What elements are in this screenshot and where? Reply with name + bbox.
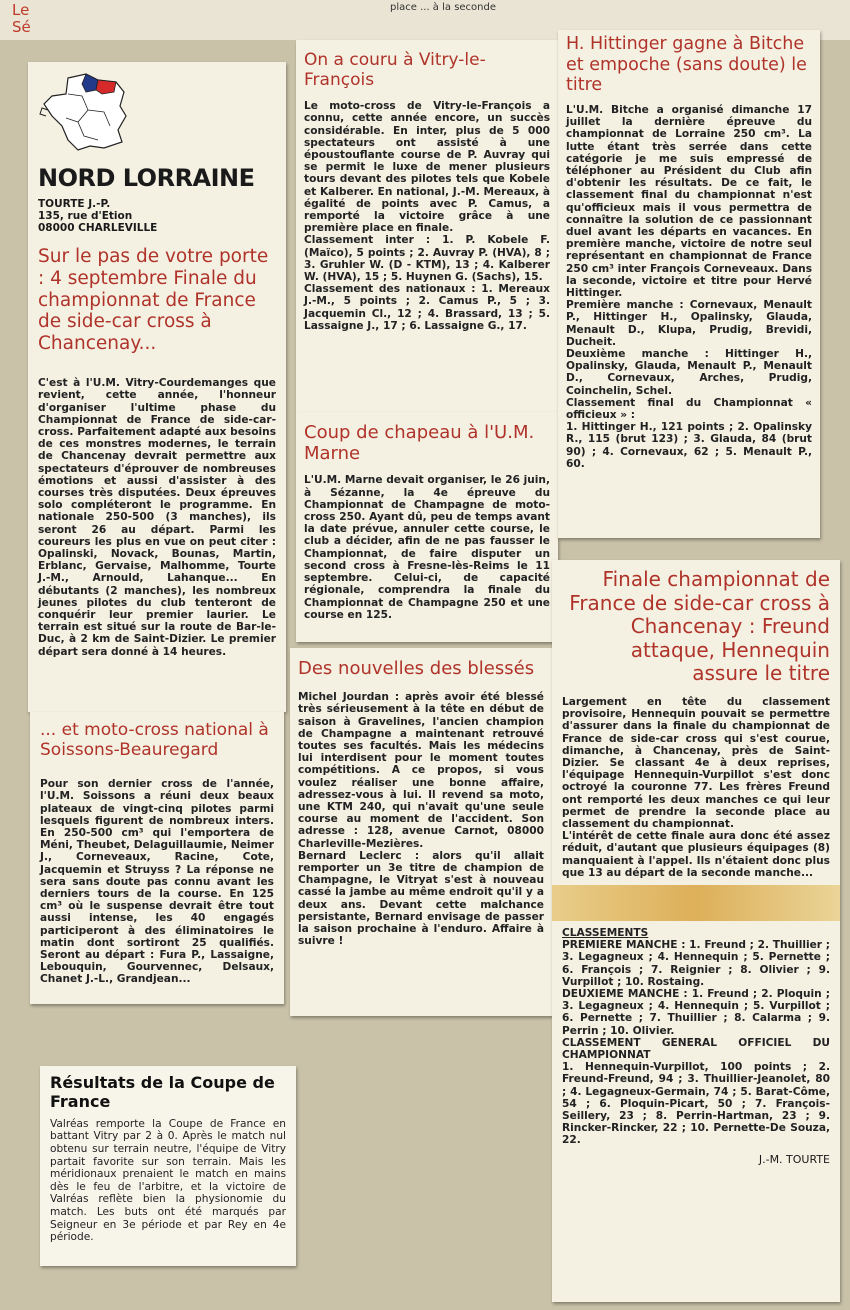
article-headline: Coup de chapeau à l'U.M. Marne bbox=[304, 422, 535, 465]
author-city: 08000 CHARLEVILLE bbox=[38, 222, 158, 234]
author-name: TOURTE J.-P. bbox=[38, 198, 111, 210]
article-headline: Des nouvelles des blessés bbox=[298, 658, 535, 679]
article-body-2: Bernard Leclerc : alors qu'il allait remporter un 3e titre de champion de Champagne, le Vitryat s'est à nouveau cassé la jambe au même endroit qu'il y a deux ans. Devant cette malchance persistante, Bernard envisage de passer la saison prochaine à l'enduro. Affaire à suivre ! bbox=[298, 849, 544, 948]
article-body: Largement en tête du classement provisoire, Hennequin pouvait se permettre d'assurer dans la finale du championnat de France de side-car cross qui s'est courue, dimanche, à Chancenay, près de Saint-Dizier. Se classant 4e à deux reprises, l'équipage Hennequin-Vurpillot s'est donc octroyé la couronne 77. Les frères Freund ont remporté les deux manches ce qui leur permet de prendre la seconde place au classement du championnat. bbox=[562, 695, 830, 830]
article-body: C'est à l'U.M. Vitry-Courdemanges que revient, cette année, l'honneur d'organiser l'ultime phase du Championnat de France de side-car-cross. Parfaitement adapté aux besoins de ces monstres modernes, le terrain de Chancenay devrait permettre aux spectateurs d'éprouver de nombreuses émotions et aussi d'assister à des courses très disputées. Deux épreuves solo compléteront le programme. En nationale 250-500 (3 manches), ils seront 26 au départ. Parmi les coureurs les plus en vue on peut citer : Opalinski, Novack, Bounas, Martin, Erblanc, Gervaise, Malhomme, Tourte J.-M., Arnould, Lahanque... En débutants (2 manches), les nombreux jeunes pilotes du club tenteront de conquérir leur premier laurier. Le terrain est situé sur la route de Bar-le-Duc, à 2 km de Saint-Dizier. Le premier départ sera donné à 14 heures. bbox=[38, 377, 276, 658]
author-street: 135, rue d'Etion bbox=[38, 210, 133, 222]
article-results-2: Deuxième manche : Hittinger H., Opalinsky, Glauda, Menault P., Menault D., Cornevaux, Arches, Prudig, Coinchelin, Schel. bbox=[566, 347, 812, 397]
article-body-2: L'intérêt de cette finale aura donc été assez réduit, d'autant que plusieurs équipages (8) manquaient à l'appel. Ils n'étaient donc plus que 13 au départ de la seconde manche... bbox=[562, 830, 830, 879]
classement-premiere-manche: PREMIERE MANCHE : 1. Freund ; 2. Thuillier ; 3. Legagneux ; 4. Hennequin ; 5. Pernette ; 6. François ; 7. Reignier ; 8. Olivier ; 9. Vurpillot ; 10. Rostaing. bbox=[562, 939, 830, 988]
classement-general: 1. Hennequin-Vurpillot, 100 points ; 2. Freund-Freund, 94 ; 3. Thuillier-Jeanolet, 80 ; 4. Legagneux-Germain, 74 ; 5. Barat-Côme, 54 ; 6. Ploquin-Picart, 50 ; 7. François-Seillery, 23 ; 8. Perrin-Hartman, 23 ; 9. Rincker-Rincker, 22 ; 10. Pernette-De Souza, 22. bbox=[562, 1061, 830, 1147]
article-results-1: Première manche : Cornevaux, Menault P., Hittinger H., Opalinsky, Glauda, Menault D., Klupa, Prudig, Brevidi, Ducheit. bbox=[566, 299, 812, 348]
article-body: Valréas remporte la Coupe de France en battant Vitry par 2 à 0. Après le match nul obtenu sur terrain neutre, l'équipe de Vitry partait favorite sur son terrain. Mais les méridionaux prenaient le match en mains dès le feu de l'arbitre, et la victoire de Valréas reflète bien la physionomie du match. Les buts ont été marqués par Seigneur en 3e période et par Rey en 4e période. bbox=[50, 1117, 286, 1244]
article-results: Classement inter : 1. P. Kobele F. (Maïco), 5 points ; 2. Auvray P. (HVA), 8 ; 3. Gruhler W. (D - KTM), 13 ; 4. Kalberer W. (HVA), 15 ; 5. Huynen G. (Sachs), 15. bbox=[304, 234, 550, 283]
article-body: Pour son dernier cross de l'année, l'U.M. Soissons a réuni deux beaux plateaux de vingt-cinq pilotes parmi lesquels figurent de nombreux inters. En 250-500 cm³ qui l'emportera de Méni, Theubet, Delaguillaumie, Neimer J., Corneveaux, Racine, Cote, Jacquemin et Struyss ? La réponse ne sera sans doute pas connu avant les derniers tours de la course. En 125 cm³ où le suspense devrait être tout aussi intense, les 40 engagés participeront à des éliminatoires le matin dont sortiront 25 qualifiés. Seront au départ : Fura P., Lassaigne, Lebouquin, Gourvennec, Delsaux, Chanet J.-L., Grandjean... bbox=[40, 778, 274, 986]
article-results-national: Classement des nationaux : 1. Mereaux J.-M., 5 points ; 2. Camus P., 5 ; 3. Jacquemin Cl., 12 ; 4. Brassard, 13 ; 5. Lassaigne J., 17 ; 6. Lassaigne G., 17. bbox=[304, 283, 550, 332]
article-headline: H. Hittinger gagne à Bitche et empoche (sans doute) le titre bbox=[566, 34, 807, 96]
france-map-icon bbox=[38, 70, 138, 152]
author-address bbox=[38, 198, 276, 234]
clipping-vitry-le-francois bbox=[296, 40, 558, 412]
torn-text-fragment-center: place ... à la seconde bbox=[390, 2, 497, 13]
classement-deuxieme-manche: DEUXIEME MANCHE : 1. Freund ; 2. Ploquin ; 3. Legagneux ; 4. Hennequin ; 5. Vurpillot ; 6. Pernette ; 7. Thuillier ; 8. Calarma ; 9. Perrin ; 10. Olivier. bbox=[562, 988, 830, 1037]
article-body: L'U.M. Bitche a organisé dimanche 17 juillet la dernière épreuve du championnat de Lorraine 250 cm³. La lutte étant très serrée dans cette catégorie je me suis empressé de téléphoner au Président du Club afin d'obtenir les résultats. De ce fait, le classement final du championnat n'est qu'officieux mais il vous permettra de connaître la solution de ce passionnant duel avant les départs en vacances. En première manche, victoire de notre seul représentant en championnat de France 250 cm³ inter François Corneveaux. Dans la seconde, victoire et titre pour Hervé Hittinger. bbox=[566, 103, 812, 299]
clipping-coupe-de-france bbox=[40, 1066, 296, 1266]
torn-text-fragment: Le Sé bbox=[12, 1, 31, 36]
clipping-soissons bbox=[30, 712, 284, 1004]
article-body: Le moto-cross de Vitry-le-François a connu, cette année encore, un succès considérable. En inter, plus de 5 000 spectateurs ont assisté à une époustouflante course de P. Auvray qui se permit le luxe de mener plusieurs tours devant des pilotes tels que Kobele et Kalberer. En national, J.-M. Mereaux, à égalité de points avec P. Camus, a remporté la victoire grâce à une première place en finale. bbox=[304, 100, 550, 235]
classements-title: CLASSEMENTS bbox=[562, 927, 649, 940]
tape-mark bbox=[552, 885, 840, 921]
article-headline: Sur le pas de votre porte : 4 septembre Finale du championnat de France de side-car cross à Chancenay... bbox=[38, 246, 269, 355]
article-results-4: 1. Hittinger H., 121 points ; 2. Opalinsky R., 115 (brut 123) ; 3. Glauda, 84 (brut 90) ; 4. Cornevaux, 62 ; 5. Menault P., 60. bbox=[566, 421, 812, 470]
clipping-hittinger bbox=[558, 30, 820, 538]
article-headline: ... et moto-cross national à Soissons-Beauregard bbox=[40, 720, 269, 761]
article-body: L'U.M. Marne devait organiser, le 26 juin, à Sézanne, la 4e épreuve du Championnat de Champagne de moto-cross 250. Ayant dû, peu de temps avant la date prévue, annuler cette course, le club a décider, afin de ne pas fausser le Championnat, de faire disputer un second cross à Fresne-lès-Reims le 11 septembre. Celui-ci, de capacité régionale, comprendra la finale du Championnat de Champagne 250 et une course en 125. bbox=[304, 474, 550, 621]
article-results-3: Classement final du Championnat « officieux » : bbox=[566, 396, 812, 421]
clipping-um-marne bbox=[296, 412, 558, 642]
clipping-blesses bbox=[290, 648, 552, 1016]
article-body: Michel Jourdan : après avoir été blessé très sérieusement à la tête en début de saison à Gravelines, l'ancien champion de Champagne a maintenant retrouvé toutes ses facultés. Mais les médecins lui interdisent pour le moment toutes compétitions. A ce propos, si vous voulez réaliser une bonne affaire, adressez-vous à lui. Il revend sa moto, une KTM 240, qui n'avait qu'une seule course au moment de l'accident. Son adresse : 128, avenue Carnot, 08000 Charleville-Mezières. bbox=[298, 691, 544, 850]
clipping-finale-chancenay bbox=[552, 560, 840, 1302]
signature: J.-M. TOURTE bbox=[758, 1152, 830, 1166]
article-headline: Finale championnat de France de side-car cross à Chancenay : Freund attaque, Hennequin assure le titre bbox=[569, 567, 830, 686]
article-headline: Résultats de la Coupe de France bbox=[50, 1073, 275, 1111]
section-title: NORD LORRAINE bbox=[38, 164, 255, 192]
clipping-nord-lorraine bbox=[28, 62, 286, 712]
article-headline: On a couru à Vitry-le-François bbox=[304, 50, 486, 91]
classement-general-title: CLASSEMENT GENERAL OFFICIEL DU CHAMPIONNAT bbox=[562, 1036, 830, 1062]
